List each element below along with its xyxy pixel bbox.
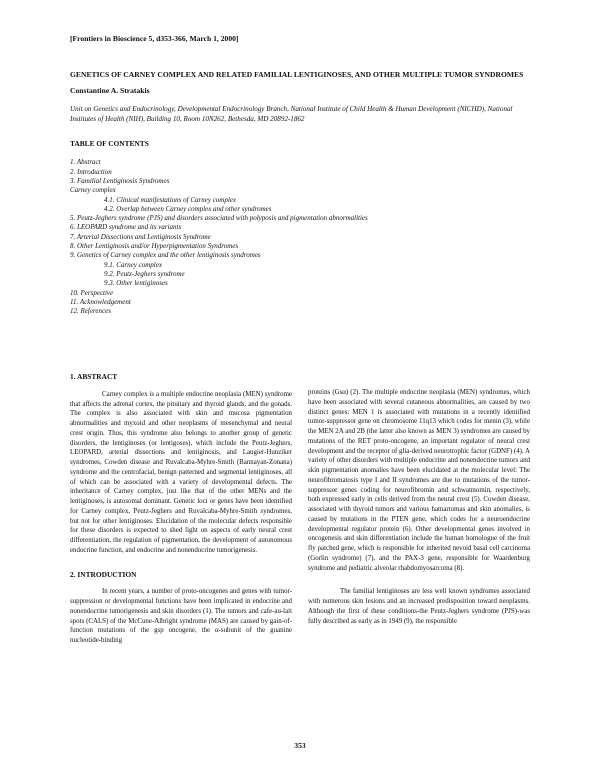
left-column: [70, 372, 292, 646]
toc-item: 5. Peutz-Jeghers syndrome (PJS) and disorders associated with polyposis and pigmentation abnormalities: [70, 214, 368, 223]
page-number: 353: [294, 741, 306, 750]
toc-item: 4.1. Clinical manifestations of Carney complex: [104, 195, 237, 204]
toc-item: 2. Introduction: [70, 167, 112, 176]
table-of-contents: [70, 158, 530, 316]
toc-item: 9.1. Carney complex: [104, 260, 162, 269]
abstract-heading: 1. ABSTRACT: [70, 372, 118, 381]
right-paragraph-1: proteins (Gsα) (2). The multiple endocrine neoplasia (MEN) syndromes, which have been associated with several cutaneous abnormalities, are caused by two distinct genes: MEN 1 is associated with mutations in a recently identified tumor-suppressor gene on chromosome 11q13 which codes for menin (3), while the MEN 2A and 2B (the latter also known as MEN 3) syndromes are caused by mutations of the RET proto-oncogene, an important regulator of neural crest development and the receptor of glia-derived neurotrophic factor (GDNF) (4). A variety of other disorders with multiple endocrine and nonendocrine tumors and skin pigmentation anomalies have been elucidated at the molecular level: The neurofibromatosis type I and II syndromes are due to mutations of the tumor-suppressor genes coding for neurofibromin and schwannomin, respectively, both expressed early in cells derived from the neural crest (5). Cowden disease, associated with thyroid tumors and various hamartomas and skin anomalies, is caused by mutations in the PTEN gene, which codes for a neuroendocrine developmental regulator protein (6). Other developmental genes involved in oncogenesis and skin differentiation include the human homologue of the fruit fly patched gene, which is responsible for inherited nevoid basal cell carcinoma (Gorlin syndrome) (7), and the PAX-3 gene, responsible for Waardenburg syndrome and pediatric alveolar rhabdomyosarcoma (8).: [308, 389, 530, 572]
right-paragraph-2: The familial lentiginoses are less well known syndromes associated with numerous skin lesions and an increased predisposition toward neoplasms. Although the first of these conditions-the Peutz-Jeghers syndrome (PJS)-was fully described as early as in 1949 (9), the responsible: [308, 588, 530, 625]
toc-item: 6. LEOPARD syndrome and its variants: [70, 223, 182, 232]
toc-item: 9.2. Peutz-Jeghers syndrome: [104, 269, 185, 278]
introduction-text: In recent years, a number of proto-oncogenes and genes with tumor-suppression or developmental functions have been implicated in endocrine and nonendocrine tumorigenesis and skin disorders (1). The tumors and cafe-au-lait spots (CALS) of the McCune-Albright syndrome (MAS) are caused by gain-of-function mutations of the gsp oncogene, the α-subunit of the guanine nucleotide-binding: [70, 588, 292, 644]
author-name: Constantine A. Stratakis: [70, 86, 150, 95]
author-affiliation: Unit on Genetics and Endocrinology, Developmental Endocrinology Branch, National Institute of Child Health & Human Development (NICHD), National Institutes of Health (NIH), Building 10, Room 10N262, Bethesda, MD 20892-1862: [70, 105, 513, 124]
toc-item: 8. Other Lentiginosis and/or Hyperpigmentation Syndromes: [70, 242, 239, 251]
toc-item: 7. Arterial Dissections and Lentiginosis Syndrome: [70, 232, 211, 241]
introduction-heading: 2. INTRODUCTION: [70, 569, 137, 579]
toc-item: 4.2. Overlap between Carney complex and other syndromes: [104, 204, 272, 213]
toc-item: 10. Perspective: [70, 288, 114, 297]
toc-item: Carney complex: [70, 186, 116, 195]
toc-heading: TABLE OF CONTENTS: [70, 139, 149, 149]
toc-item: 1. Abstract: [70, 158, 101, 167]
toc-item: 12. References: [70, 307, 111, 316]
toc-item: 11. Acknowledgement: [70, 297, 131, 306]
journal-citation: [Frontiers in Bioscience 5, d353-366, March 1, 2000]: [70, 34, 239, 43]
page: [70, 34, 530, 644]
toc-item: 3. Familial Lentiginosis Syndromes: [70, 177, 170, 185]
article-title: GENETICS OF CARNEY COMPLEX AND RELATED FAMILIAL LENTIGINOSES, AND OTHER MULTIPLE TUMOR SYNDROMES: [70, 70, 524, 79]
right-column: [308, 388, 530, 626]
toc-item: 9. Genetics of Carney complex and the other lentiginosis syndromes: [70, 251, 261, 260]
abstract-text: Carney complex is a multiple endocrine neoplasia (MEN) syndrome that affects the adrenal cortex, the pituitary and thyroid glands, and the gonads. The complex is also associated with skin and mucosa pigmentation abnormalities and myxoid and other neoplasms of mesenchymal and neural crest origin. Thus, this syndrome also belongs to another group of genetic disorders, the lentiginoses (or lentigoses), which include the Peutz-Jeghers, LEOPARD, arterial dissections and lentiginosis, and Laugier-Hunziker syndromes, Cowden disease and Ruvalcaba-Myhre-Smith (Bannayan-Zonana) syndrome and the centrofacial, benign patterned and segmental lentiginoses, all of which can be associated with a variety of developmental defects. The inheritance of Carney complex, just like that of the other MENs and the lentiginoses, is autosomal dominant. Genetic loci or genes have been identified for Carney complex, Peutz-Jeghers and Ruvalcaba-Myhre-Smith syndromes, but not for other lentiginoses. Elucidation of the molecular defects responsible for these disorders is expected to shed light on aspects of early neural crest differentiation, the regulation of pigmentation, the development of autonomous endocrine function, and endocrine and nonendocrine tumorigenesis.: [70, 390, 292, 554]
toc-item: 9.3. Other lentiginoses: [104, 279, 168, 288]
